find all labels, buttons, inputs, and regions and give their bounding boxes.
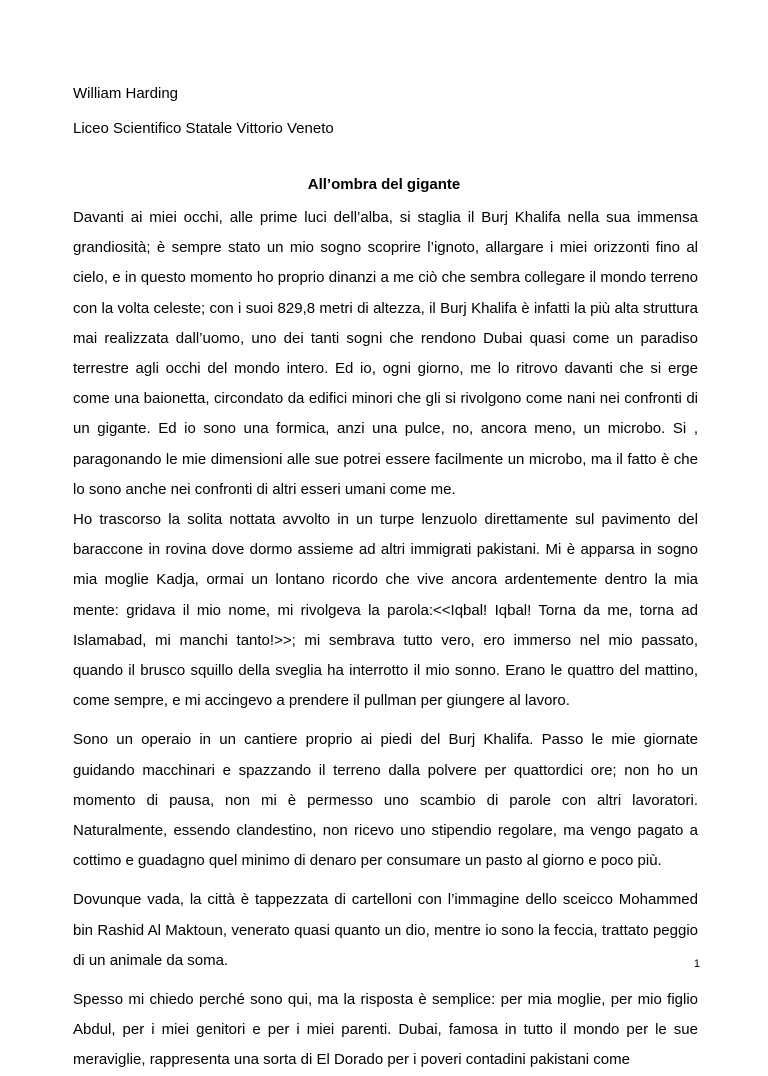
paragraph-2: Ho trascorso la solita nottata avvolto in un turpe lenzuolo direttamente sul pavimento del baraccone in rovina dove dormo assieme ad altri immigrati pakistani. Mi è apparsa in sogno mia moglie Kadja, ormai un lontano ricordo che vive ancora ardentemente dentro la mia mente: gridava il mio nome, mi rivolgeva la parola:<<Iqbal! Iqbal! Torna da me, torna ad Islamabad, mi manchi tanto!>>; mi sembrava tutto vero, ero immerso nel mio passato, quando il brusco squillo della sveglia ha interrotto il mio sonno. Erano le quattro del mattino, come sempre, e mi accingevo a prendere il pullman per giungere al lavoro. (73, 511, 698, 710)
essay-title: All’ombra del gigante (307, 176, 461, 193)
paragraph-1: Davanti ai miei occhi, alle prime luci dell’alba, si staglia il Burj Khalifa nella sua immensa grandiosità; è sempre stato un mio sogno scoprire l’ignoto, allargare i miei orizzonti fino al cielo, e in questo momento ho proprio dinanzi a me ciò che sembra collegare il mondo terreno con la volta celeste; con i suoi 829,8 metri di altezza, il Burj Khalifa è infatti la più alta struttura mai realizzata dall’uomo, uno dei tanti sogni che rendono Dubai quasi come un paradiso terrestre agli occhi del mondo intero. Ed io, ogni giorno, me lo ritrovo davanti che si erge come una baionetta, circondato da edifici minori che gli si rivolgono come nani nei confronti di un gigante. Ed io sono una formica, anzi una pulce, no, ancora meno, un microbo. Si , paragonando le mie dimensioni alle sue potrei essere facilmente un microbo, ma il fatto è che lo sono anche nei confronti di altri esseri umani come me. (73, 209, 698, 498)
paragraph-3: Sono un operaio in un cantiere proprio ai piedi del Burj Khalifa. Passo le mie giornate guidando macchinari e spazzando il terreno dalla polvere per quattordici ore; non ho un momento di pausa, non mi è permesso uno scambio di parole con altri lavoratori. Naturalmente, essendo clandestino, non ricevo uno stipendio regolare, ma vengo pagato a cottimo e guadagno quel minimo di denaro per consumare un pasto al giorno e poco più. (73, 731, 698, 870)
page-number: 1 (693, 958, 700, 970)
school-name: Liceo Scientifico Statale Vittorio Veneto (73, 120, 334, 137)
essay-body (73, 203, 698, 1076)
paragraph-4: Dovunque vada, la città è tappezzata di cartelloni con l’immagine dello sceicco Mohammed bin Rashid Al Maktoun, venerato quasi quanto un dio, mentre io sono la feccia, trattato peggio di un animale da soma. (73, 891, 698, 969)
paragraph-5: Spesso mi chiedo perché sono qui, ma la risposta è semplice: per mia moglie, per mio figlio Abdul, per i miei genitori e per i miei parenti. Dubai, famosa in tutto il mondo per le sue meraviglie, rappresenta una sorta di El Dorado per i poveri contadini pakistani come (73, 991, 698, 1069)
author-name: William Harding (73, 85, 179, 102)
